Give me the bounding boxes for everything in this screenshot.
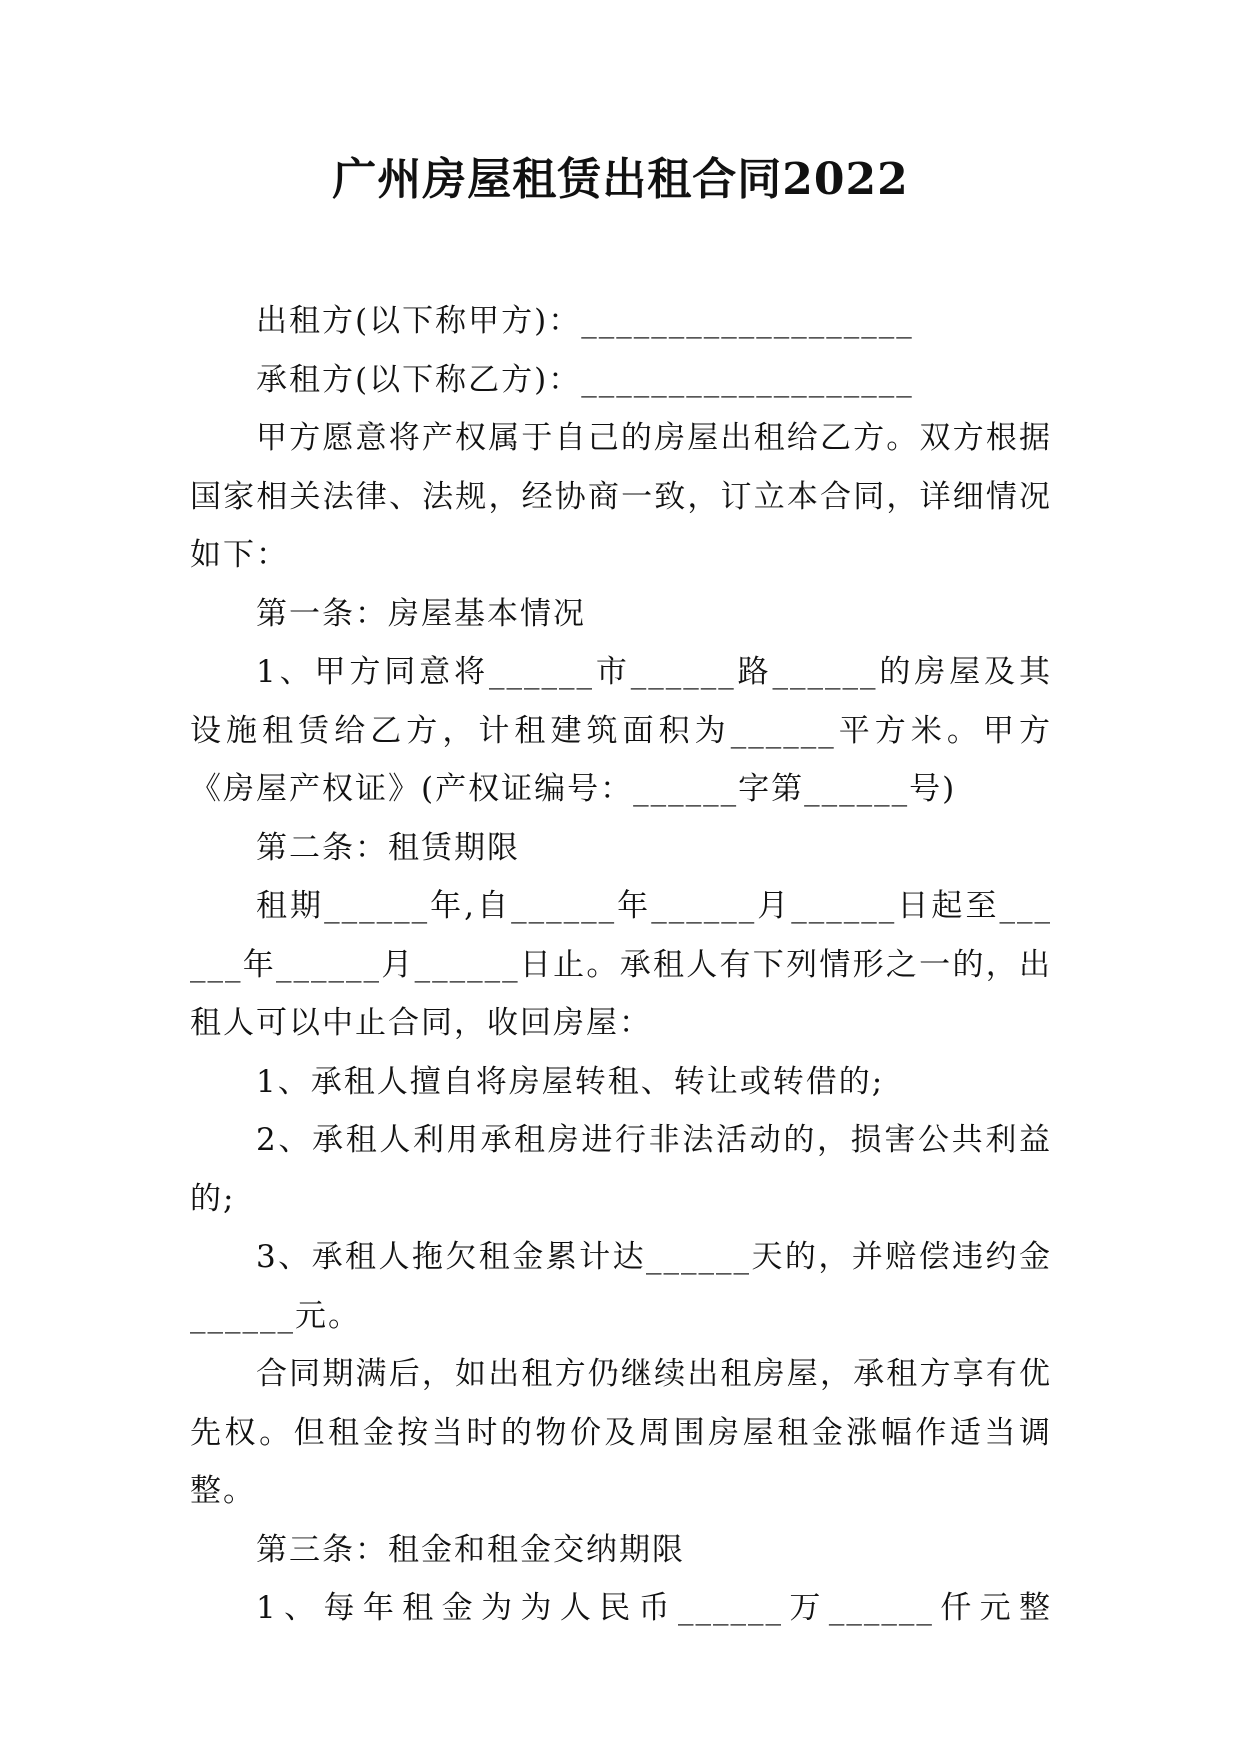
document-title: 广州房屋租赁出租合同2022 bbox=[332, 154, 909, 205]
paragraph-lessor: 出租方(以下称甲方)：___________________ bbox=[256, 303, 914, 339]
termination-item-1: 1、承租人擅自将房屋转租、转让或转借的; bbox=[256, 1063, 885, 1100]
paragraph-lessee: 承租方(以下称乙方)：___________________ bbox=[256, 361, 914, 398]
paragraph-intro: 甲方愿意将产权属于自己的房屋出租给乙方。双方根据国家相关法律、法规，经协商一致，订立本合同，详细情况如下： bbox=[190, 420, 1052, 573]
document-body bbox=[190, 292, 1052, 1638]
article-3-item-1: 1、每年租金为为人民币______万______仟元整 bbox=[256, 1590, 1052, 1626]
renewal-paragraph: 合同期满后，如出租方仍继续出租房屋，承租方享有优先权。但租金按当时的物价及周围房屋租金涨幅作适当调整。 bbox=[190, 1356, 1052, 1509]
article-2-term: 租期______年,自______年______月______日起至______年______月______日止。承租人有下列情形之一的，出租人可以中止合同，收回房屋： bbox=[190, 888, 1052, 1041]
article-1-item-1: 1、甲方同意将______市______路______的房屋及其设施租赁给乙方，计租建筑面积为______平方米。甲方《房屋产权证》(产权证编号：______字第______号) bbox=[190, 654, 1052, 807]
article-2-heading: 第二条：租赁期限 bbox=[256, 829, 520, 866]
termination-item-2: 2、承租人利用承租房进行非法活动的，损害公共利益的; bbox=[190, 1122, 1052, 1217]
termination-item-3: 3、承租人拖欠租金累计达______天的，并赔偿违约金______元。 bbox=[190, 1239, 1052, 1334]
article-3-heading: 第三条：租金和租金交纳期限 bbox=[256, 1531, 685, 1568]
article-1-heading: 第一条：房屋基本情况 bbox=[256, 595, 586, 632]
